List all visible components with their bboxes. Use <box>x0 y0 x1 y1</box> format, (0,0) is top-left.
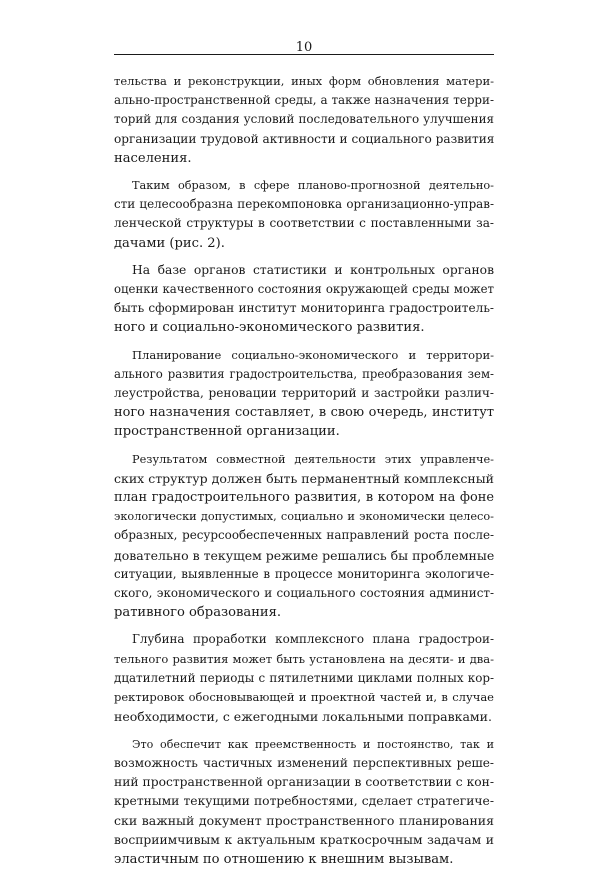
text-line: возможность частичных изменений перспективных реше- <box>114 755 494 770</box>
paragraph <box>114 450 494 623</box>
text-line: экологически допустимых, социально и экономически целесо- <box>114 510 494 524</box>
text-line: Это обеспечит как преемственность и постоянство, так и <box>132 737 494 751</box>
text-line: Глубина проработки комплексного плана градострои- <box>132 632 494 647</box>
paragraph <box>114 346 494 442</box>
text-line: ского, экономического и социального состояния админист- <box>114 586 494 601</box>
text-line: пространственной организации. <box>114 424 340 440</box>
page-header <box>114 36 494 55</box>
text-line: довательно в текущем режиме решались бы проблемные <box>114 547 495 563</box>
text-line: оценки качественного состояния окружающей среды может <box>114 282 494 297</box>
text-line: ально-пространственной среды, а также назначения терри- <box>114 93 494 108</box>
text-line: На базе органов статистики и контрольных органов <box>132 262 494 277</box>
text-line: Результатом совместной деятельности этих управленче- <box>132 452 494 466</box>
text-line: быть сформирован институт мониторинга градостроитель- <box>114 301 494 316</box>
text-line: необходимости, с ежегодными локальными поправками. <box>114 709 492 725</box>
text-line: ских структур должен быть перманентный комплексный <box>114 470 494 486</box>
text-line: ного назначения составляет, в свою очередь, институт <box>114 405 494 421</box>
paragraph <box>114 261 494 338</box>
text-line: организации трудовой активности и социального развития <box>114 131 495 146</box>
text-line: кретными текущими потребностями, сделает стратегиче- <box>114 794 494 809</box>
text-line: Таким образом, в сфере планово-прогнозной деятельно- <box>132 179 494 193</box>
paragraph <box>114 72 494 168</box>
text-line: тельного развития может быть установлена на десяти- и два- <box>114 651 494 666</box>
text-line: ректировок обосновывающей и проектной частей и, в случае <box>114 690 494 705</box>
text-line: Планирование социально-экономического и территори- <box>132 347 494 362</box>
text-line: тельства и реконструкции, иных форм обновления матери- <box>114 74 494 88</box>
text-line: ний пространственной организации в соответствии с кон- <box>114 774 495 789</box>
text-line: восприимчивым к актуальным краткосрочным задачам и <box>114 832 494 847</box>
text-line: ального развития градостроительства, преобразования зем- <box>114 366 494 381</box>
text-line: леустройства, реновации территорий и застройки различ- <box>114 386 494 401</box>
header-rule <box>114 54 494 55</box>
text-line: план градостроительного развития, в котором на фоне <box>114 490 494 506</box>
paragraph <box>114 176 494 253</box>
text-line: ленческой структуры в соответствии с поставленными за- <box>114 216 494 231</box>
page-number: 10 <box>295 40 313 55</box>
text-line: эластичным по отношению к внешним вызывам. <box>114 851 454 867</box>
paragraph <box>114 630 494 726</box>
text-line: ски важный документ пространственного планирования <box>114 813 494 829</box>
text-line: ного и социально-экономического развития. <box>114 320 425 336</box>
text-line: населения. <box>114 150 192 166</box>
text-line: ративного образования. <box>114 605 282 621</box>
text-line: дцатилетний периоды с пятилетними циклами полных кор- <box>114 670 494 685</box>
text-line: дачами (рис. 2). <box>114 235 225 251</box>
text-line: образных, ресурсообеспеченных направлений роста после- <box>114 528 494 543</box>
text-line: торий для создания условий последовательного улучшения <box>114 112 494 127</box>
text-line: сти целесообразна перекомпоновка организационно-управ- <box>114 197 494 212</box>
body-text <box>114 72 494 869</box>
text-line: ситуации, выявленные в процессе мониторинга экологиче- <box>114 566 494 581</box>
paragraph <box>114 735 494 869</box>
